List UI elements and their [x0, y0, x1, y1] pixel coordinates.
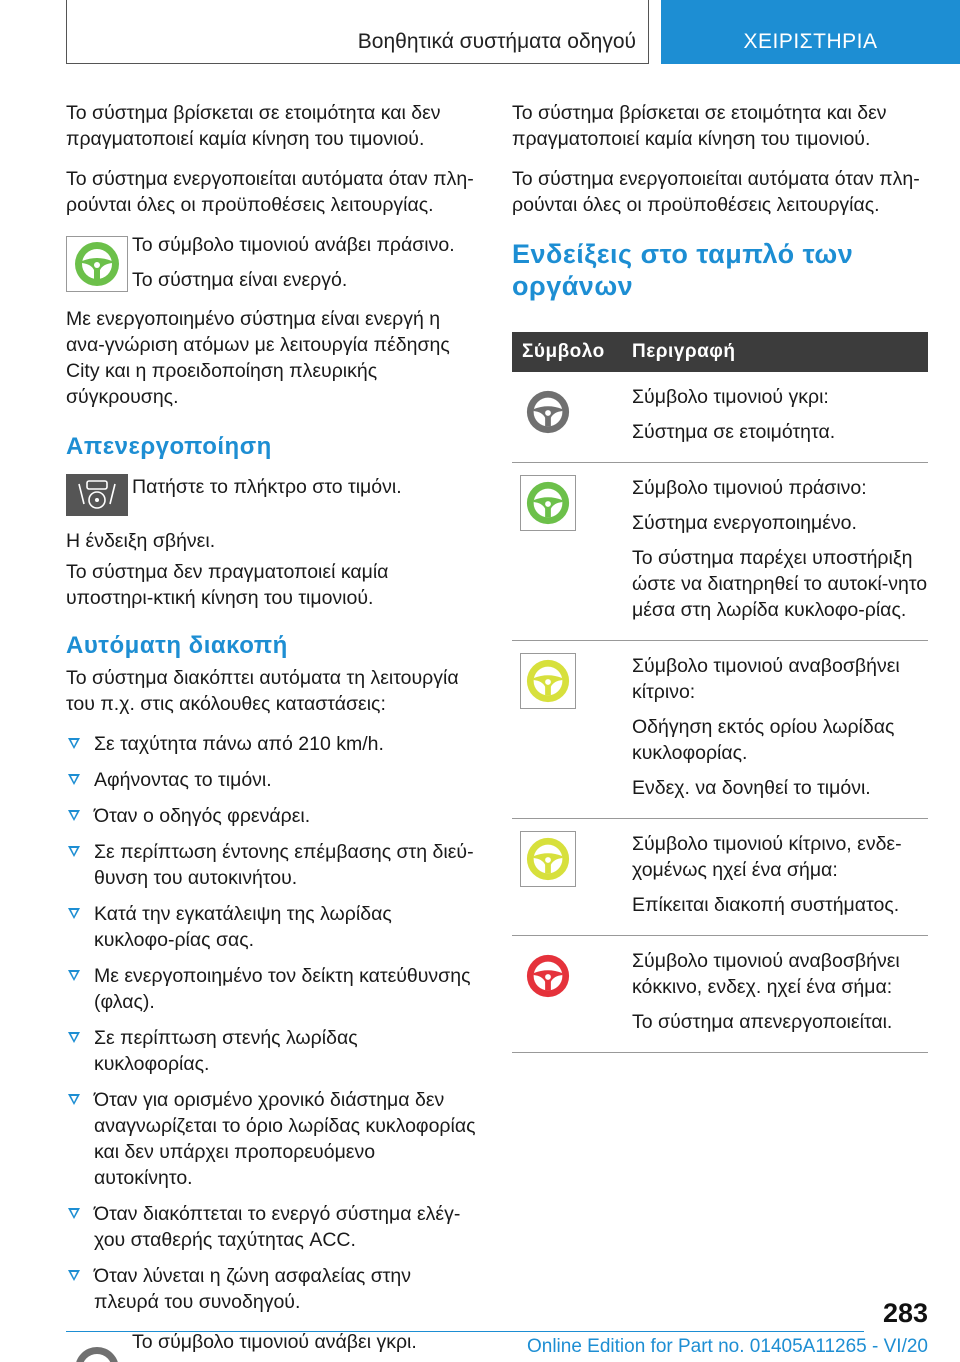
left-paragraph-2: Το σύστημα ενεργοποιείται αυτόματα όταν πλη-ρούνται όλες οι προϋποθέσεις λειτουργίας.	[66, 168, 474, 216]
left-column	[66, 100, 476, 1362]
steering-wheel-yellow-flashing-icon	[520, 653, 576, 709]
table-cell-text: Σύστημα σε ετοιμότητα.	[632, 421, 836, 443]
table-header-row	[512, 332, 928, 372]
deactivation-heading: Απενεργοποίηση	[66, 433, 272, 460]
triangle-bullet-icon	[68, 774, 80, 785]
left-paragraph-5: Το σύστημα δεν πραγματοποιεί καμία υποστηρι-κτική κίνηση του τιμονιού.	[66, 561, 389, 609]
table-row	[512, 819, 928, 936]
header-section-title: Βοηθητικά συστήματα οδηγού	[357, 30, 636, 53]
gray-symbol-text: Το σύμβολο τιμονιού ανάβει γκρι.	[132, 1331, 417, 1353]
table-cell-text: Σύμβολο τιμονιού γκρι:	[632, 386, 829, 408]
list-item: Όταν για ορισμένο χρονικό διάστημα δεν αναγνωρίζεται το όριο λωρίδας κυκλοφορίας και δεν υπάρχει προπορευόμενο αυτοκίνητο.	[66, 1087, 476, 1191]
list-item: Με ενεργοποιημένο τον δείκτη κατεύθυνσης (φλας).	[66, 963, 476, 1015]
steering-wheel-gray-icon	[520, 384, 576, 440]
gray-symbol-row	[66, 1329, 476, 1362]
table-cell-text: Ενδεχ. να δονηθεί το τιμόνι.	[632, 777, 871, 799]
page-number: 283	[882, 1298, 928, 1328]
table-cell-text: Σύμβολο τιμονιού αναβοσβήνει κίτρινο:	[632, 655, 900, 703]
table-cell-text: Οδήγηση εκτός ορίου λωρίδας κυκλοφορίας.	[632, 716, 895, 764]
auto-stop-heading: Αυτόματη διακοπή	[66, 632, 288, 659]
table-header-description: Περιγραφή	[632, 332, 928, 372]
list-item: Σε ταχύτητα πάνω από 210 km/h.	[66, 731, 476, 757]
triangle-bullet-icon	[68, 1208, 80, 1219]
steering-wheel-green-icon	[66, 236, 128, 292]
header-chapter-title: ΧΕΙΡΙΣΤΗΡΙΑ	[743, 30, 878, 53]
right-paragraph-2: Το σύστημα ενεργοποιείται αυτόματα όταν πλη-ρούνται όλες οι προϋποθέσεις λειτουργίας.	[512, 168, 920, 216]
triangle-bullet-icon	[68, 810, 80, 821]
symbol-table	[512, 332, 928, 1053]
list-item: Όταν ο οδηγός φρενάρει.	[66, 803, 476, 829]
list-item: Όταν διακόπτεται το ενεργό σύστημα ελέγ-χου σταθερής ταχύτητας ACC.	[66, 1201, 476, 1253]
left-paragraph-3: Με ενεργοποιημένο σύστημα είναι ενεργή η ανα-γνώριση ατόμων με λειτουργία πέδησης City και η προειδοποίηση πλευρικής σύγκρουσης.	[66, 308, 450, 408]
list-item: Αφήνοντας το τιμόνι.	[66, 767, 476, 793]
left-paragraph-1: Το σύστημα βρίσκεται σε ετοιμότητα και δεν πραγματοποιεί καμία κίνηση του τιμονιού.	[66, 102, 441, 150]
list-item: Σε περίπτωση έντονης επέμβασης στη διεύ-θυνση του αυτοκινήτου.	[66, 839, 476, 891]
table-cell-text: Επίκειται διακοπή συστήματος.	[632, 894, 900, 916]
left-paragraph-4: Η ένδειξη σβήνει.	[66, 530, 216, 552]
table-row	[512, 936, 928, 1053]
button-instruction-text: Πατήστε το πλήκτρο στο τιμόνι.	[132, 476, 402, 498]
right-column	[512, 100, 928, 1053]
list-item: Σε περίπτωση στενής λωρίδας κυκλοφορίας.	[66, 1025, 476, 1077]
green-symbol-text-2: Το σύστημα είναι ενεργό.	[132, 269, 348, 291]
green-symbol-row	[66, 232, 476, 294]
table-row	[512, 463, 928, 641]
steering-wheel-yellow-icon	[520, 831, 576, 887]
triangle-bullet-icon	[68, 1094, 80, 1105]
triangle-bullet-icon	[68, 970, 80, 981]
steering-wheel-green-icon	[520, 475, 576, 531]
steering-wheel-gray-icon	[66, 1341, 128, 1362]
triangle-bullet-icon	[68, 846, 80, 857]
footer-divider	[66, 1331, 864, 1332]
table-header-symbol: Σύμβολο	[512, 332, 632, 372]
table-cell-text: Σύμβολο τιμονιού πράσινο:	[632, 477, 867, 499]
auto-stop-list	[66, 731, 476, 1315]
table-cell-text: Το σύστημα απενεργοποιείται.	[632, 1011, 893, 1033]
table-cell-text: Σύμβολο τιμονιού κίτρινο, ενδε-χομένως ηχεί ένα σήμα:	[632, 833, 902, 881]
right-paragraph-1: Το σύστημα βρίσκεται σε ετοιμότητα και δεν πραγματοποιεί καμία κίνηση του τιμονιού.	[512, 102, 887, 150]
triangle-bullet-icon	[68, 1270, 80, 1281]
list-item: Όταν λύνεται η ζώνη ασφαλείας στην πλευρά του συνοδηγού.	[66, 1263, 476, 1315]
table-row	[512, 641, 928, 819]
triangle-bullet-icon	[68, 1032, 80, 1043]
table-row	[512, 372, 928, 463]
triangle-bullet-icon	[68, 908, 80, 919]
triangle-bullet-icon	[68, 738, 80, 749]
table-cell-text: Σύστημα ενεργοποιημένο.	[632, 512, 857, 534]
table-cell-text: Σύμβολο τιμονιού αναβοσβήνει κόκκινο, ενδεχ. ηχεί ένα σήμα:	[632, 950, 900, 998]
list-item: Κατά την εγκατάλειψη της λωρίδας κυκλοφο-ρίας σας.	[66, 901, 476, 953]
steering-wheel-red-icon	[520, 948, 576, 1004]
left-paragraph-6: Το σύστημα διακόπτει αυτόματα τη λειτουργία του π.χ. στις ακόλουθες καταστάσεις:	[66, 667, 459, 715]
header-chapter-tab	[661, 0, 960, 64]
instrument-cluster-heading: Ενδείξεις στο ταμπλό των οργάνων	[512, 239, 854, 301]
button-row	[66, 474, 476, 520]
table-cell-text: Το σύστημα παρέχει υποστήριξη ώστε να διατηρηθεί το αυτοκί-νητο μέσα στη λωρίδα κυκλοφο-ρίας.	[632, 547, 928, 621]
steering-assist-button-icon	[66, 474, 128, 516]
header-section-box	[66, 0, 649, 64]
footer-edition-text: Online Edition for Part no. 01405A11265 - VI/20	[526, 1336, 928, 1357]
green-symbol-text-1: Το σύμβολο τιμονιού ανάβει πράσινο.	[132, 234, 455, 256]
